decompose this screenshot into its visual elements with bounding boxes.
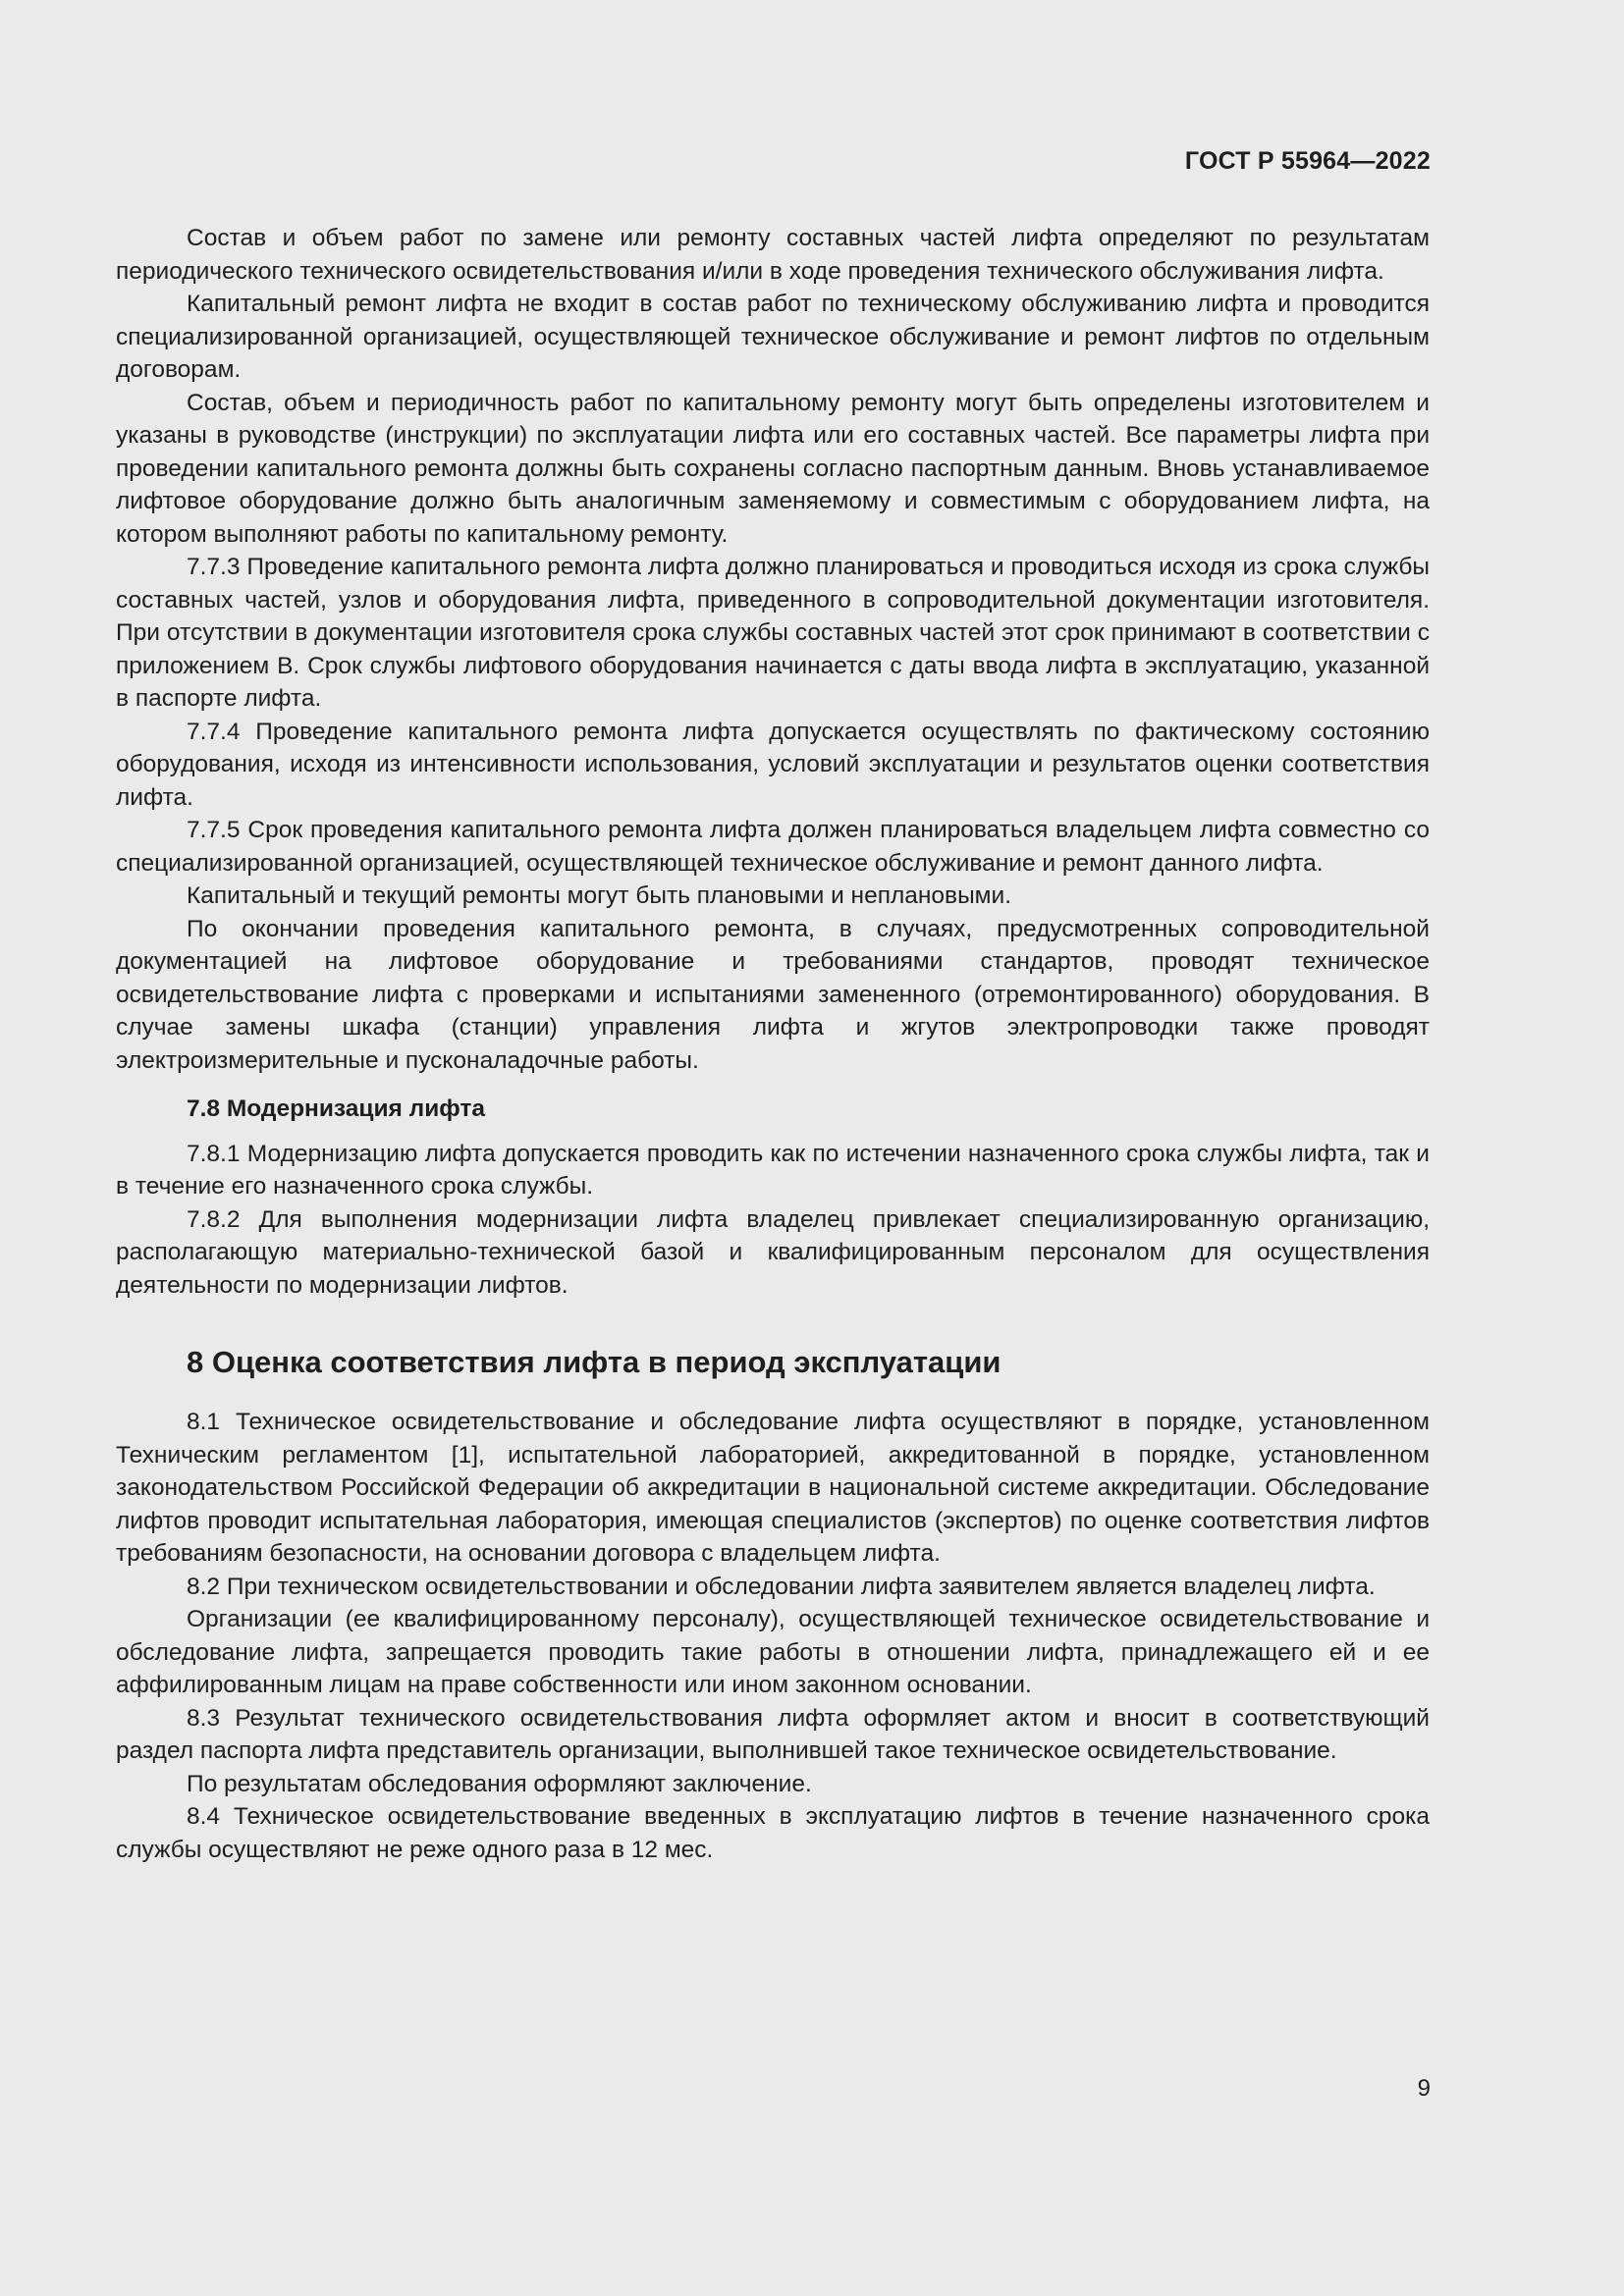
paragraph: Организации (ее квалифицированному персоналу), осуществляющей техническое освидетельствование и обследование лифта, запрещается проводить такие работы в отношении лифта, принадлежащего ей и ее аффилированным лицам на праве собственности или ином законном основании. [116,1606,1430,1698]
paragraph: 8.3 Результат технического освидетельствования лифта оформляет актом и вносит в соответствующий раздел паспорта лифта представитель организации, выполнившей такое техническое освидетельствование. [116,1704,1430,1764]
subsection-heading: 7.8 Модернизация лифта [187,1095,485,1122]
paragraph: Состав и объем работ по замене или ремонту составных частей лифта определяют по результатам периодического технического освидетельствования и/или в ходе проведения технического обслуживания лифта. [116,225,1430,285]
page-number: 9 [1417,2075,1431,2102]
paragraph: 7.7.3 Проведение капитального ремонта лифта должно планироваться и проводиться исходя из срока службы составных частей, узлов и оборудования лифта, приведенного в сопроводительной документации изготовителя. При отсутствии в документации изготовителя срока службы составных частей этот срок принимают в соответствии с приложением В. Срок службы лифтового оборудования начинается с даты ввода лифта в эксплуатацию, указанной в паспорте лифта. [116,554,1430,712]
paragraph: 8.2 При техническом освидетельствовании и обследовании лифта заявителем является владелец лифта. [187,1573,1376,1600]
paragraph: 7.7.4 Проведение капитального ремонта лифта допускается осуществлять по фактическому состоянию оборудования, исходя из интенсивности использования, условий эксплуатации и результатов оценки соответствия лифта. [116,718,1430,811]
paragraph: Капитальный и текущий ремонты могут быть плановыми и неплановыми. [187,882,1012,909]
paragraph: 7.7.5 Срок проведения капитального ремонта лифта должен планироваться владельцем лифта совместно со специализированной организацией, осуществляющей техническое обслуживание и ремонт данного лифта. [116,817,1430,877]
paragraph: По результатам обследования оформляют заключение. [187,1770,812,1797]
document-body [116,222,1430,1866]
paragraph: 8.4 Техническое освидетельствование введенных в эксплуатацию лифтов в течение назначенного срока службы осуществляют не реже одного раза в 12 мес. [116,1803,1430,1863]
paragraph: По окончании проведения капитального ремонта, в случаях, предусмотренных сопроводительной документацией на лифтовое оборудование и требованиями стандартов, проводят техническое освидетельствование лифта с проверками и испытаниями замененного (отремонтированного) оборудования. В случае замены шкафа (станции) управления лифта и жгутов электропроводки также проводят электроизмерительные и пусконаладочные работы. [116,915,1430,1074]
paragraph: Капитальный ремонт лифта не входит в состав работ по техническому обслуживанию лифта и проводится специализированной организацией, осуществляющей техническое обслуживание и ремонт лифтов по отдельным договорам. [116,291,1430,383]
paragraph: 7.8.1 Модернизацию лифта допускается проводить как по истечении назначенного срока службы лифта, так и в течение его назначенного срока службы. [116,1140,1430,1200]
paragraph: 7.8.2 Для выполнения модернизации лифта владелец привлекает специализированную организацию, располагающую материально-технической базой и квалифицированным персоналом для осуществления деятельности по модернизации лифтов. [116,1205,1430,1299]
paragraph: Состав, объем и периодичность работ по капитальному ремонту могут быть определены изготовителем и указаны в руководстве (инструкции) по эксплуатации лифта или его составных частей. Все параметры лифта при проведении капитального ремонта должны быть сохранены согласно паспортным данным. Вновь устанавливаемое лифтовое оборудование должно быть аналогичным заменяемому и совместимым с оборудованием лифта, на котором выполняют работы по капитальному ремонту. [116,389,1430,548]
section-heading: 8 Оценка соответствия лифта в период эксплуатации [187,1345,1001,1379]
paragraph: 8.1 Техническое освидетельствование и обследование лифта осуществляют в порядке, установленном Техническим регламентом [1], испытательной лабораторией, аккредитованной в порядке, установленном законодательством Российской Федерации об аккредитации в национальной системе аккредитации. Обследование лифтов проводит испытательная лаборатория, имеющая специалистов (экспертов) по оценке соответствия лифтов требованиям безопасности, на основании договора с владельцем лифта. [116,1409,1430,1567]
document-header: ГОСТ Р 55964—2022 [1184,147,1431,175]
